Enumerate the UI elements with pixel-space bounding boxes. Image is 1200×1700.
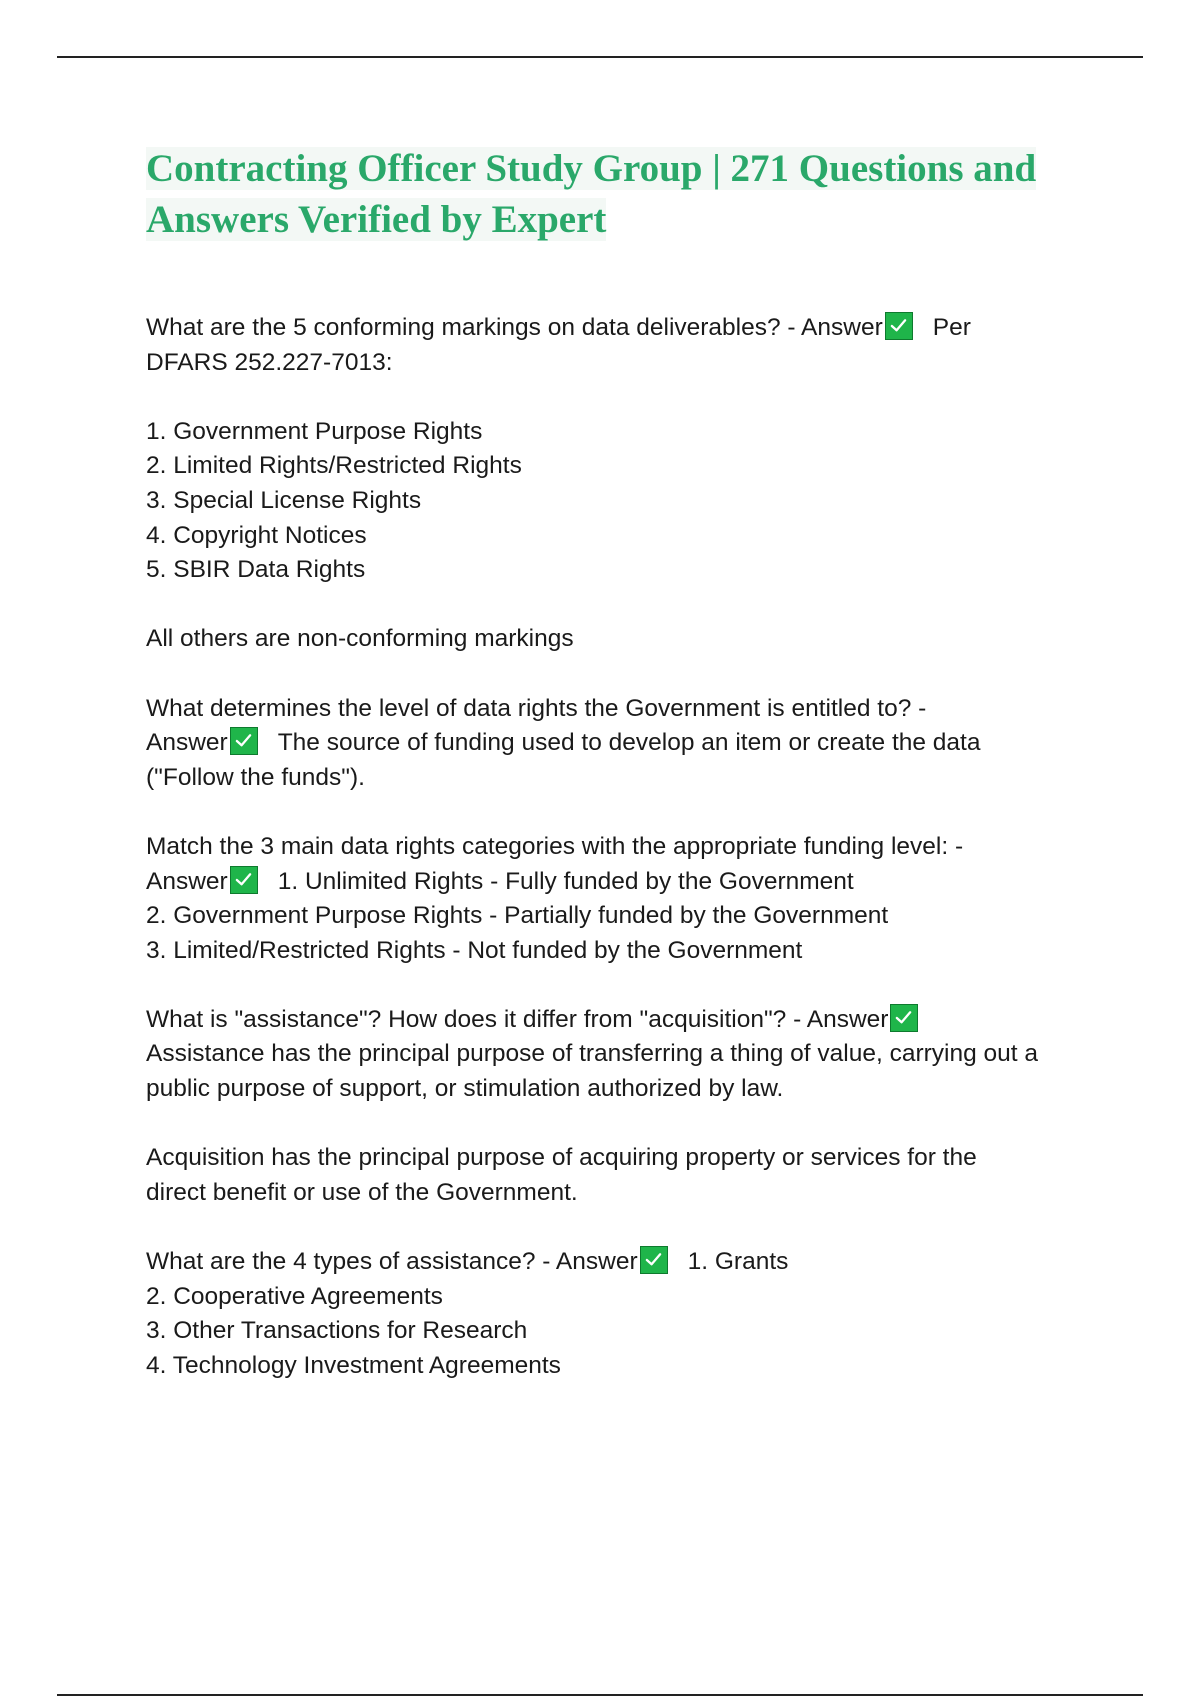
answer-line	[146, 726, 1096, 761]
answer-text: 1. Unlimited Rights - Fully funded by the Government	[277, 867, 854, 895]
answer-label: Answer	[146, 867, 228, 895]
qa-block-4	[146, 1003, 1096, 1211]
list-item: 2. Cooperative Agreements	[146, 1282, 443, 1310]
answer-text: The source of funding used to develop an item or create the data	[277, 729, 981, 757]
question-line	[146, 311, 1096, 346]
question-line	[146, 1003, 1096, 1038]
answer-line: DFARS 252.227-7013:	[146, 348, 393, 376]
answer-text: public purpose of support, or stimulation authorized by law.	[146, 1075, 784, 1103]
answer-text: Per	[932, 314, 971, 341]
question-text: What are the 5 conforming markings on data deliverables? - Answer	[146, 314, 883, 341]
list-item: 2. Limited Rights/Restricted Rights	[146, 452, 522, 480]
list-item: 4. Copyright Notices	[146, 521, 367, 549]
list-item: 5. SBIR Data Rights	[146, 556, 366, 584]
top-rule	[57, 56, 1143, 58]
list-item: 3. Other Transactions for Research	[146, 1317, 528, 1345]
bottom-rule	[57, 1694, 1143, 1696]
list-item: 3. Special License Rights	[146, 486, 422, 514]
question-line	[146, 1245, 1096, 1280]
checkmark-icon	[890, 1004, 918, 1032]
qa-block-3	[146, 830, 1096, 968]
answer-text: 1. Grants	[687, 1248, 789, 1276]
qa-block-1	[146, 311, 1096, 657]
list-item: 1. Government Purpose Rights	[146, 417, 483, 445]
answer-text: ("Follow the funds").	[146, 763, 365, 791]
answer-text: Assistance has the principal purpose of transferring a thing of value, carrying out a	[146, 1040, 1039, 1068]
question-text: What determines the level of data rights the Government is entitled to? -	[146, 694, 927, 722]
document-title: Contracting Officer Study Group | 271 Questions and Answers Verified by Expert	[146, 147, 1037, 241]
checkmark-icon	[640, 1246, 668, 1274]
checkmark-icon	[885, 312, 913, 340]
document-body	[146, 311, 1096, 1418]
question-text: What are the 4 types of assistance? - Answer	[146, 1248, 638, 1276]
qa-block-5	[146, 1245, 1096, 1383]
list-item: 4. Technology Investment Agreements	[146, 1351, 561, 1379]
checkmark-icon	[230, 727, 258, 755]
answer-label: Answer	[146, 729, 228, 757]
answer-note: All others are non-conforming markings	[146, 625, 574, 653]
question-text: Match the 3 main data rights categories with the appropriate funding level: -	[146, 832, 964, 860]
answer-text: direct benefit or use of the Government.	[146, 1178, 578, 1206]
answer-text: Acquisition has the principal purpose of acquiring property or services for the	[146, 1144, 977, 1172]
checkmark-icon	[230, 866, 258, 894]
list-item: 3. Limited/Restricted Rights - Not funded by the Government	[146, 936, 803, 964]
question-text: What is "assistance"? How does it differ from "acquisition"? - Answer	[146, 1005, 889, 1033]
qa-block-2	[146, 692, 1096, 796]
answer-line	[146, 865, 1096, 900]
list-item: 2. Government Purpose Rights - Partially funded by the Government	[146, 902, 889, 930]
